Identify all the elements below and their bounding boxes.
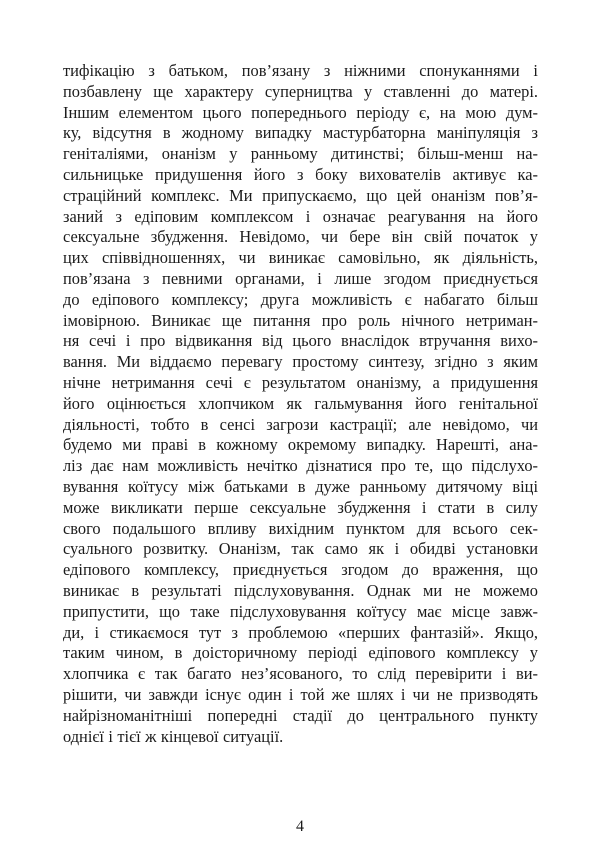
text-line: найрізноманітніші попередні стадії до центрального пункту <box>63 705 538 725</box>
text-line: діяльності, тобто в сенсі загрози кастрації; але невідомо, чи <box>63 414 538 434</box>
text-line: нічне нетримання сечі є результатом онанізму, а придушення <box>63 372 538 392</box>
text-line: може викликати перше сексуальне збудження і стати в силу <box>63 497 538 517</box>
text-line: сильницьке придушення його з боку вихователів активує ка- <box>63 164 538 184</box>
text-line: будемо ми праві в кожному окремому випадку. Нарешті, ана- <box>63 435 538 455</box>
text-line: ди, і стикаємося тут з проблемою «перших фантазій». Якщо, <box>63 622 538 642</box>
text-line: вування коїтусу між батьками в дуже ранньому дитячому віці <box>63 476 538 496</box>
text-line: рішити, чи завжди існує один і той же шлях і чи не призводять <box>63 684 538 704</box>
text-line: вання. Ми віддаємо перевагу простому синтезу, згідно з яким <box>63 352 538 372</box>
text-line: геніталіями, онанізм у ранньому дитинстві; більш-менш на- <box>63 144 538 164</box>
text-line: однієї і тієї ж кінцевої ситуації. <box>63 726 284 746</box>
text-line: ліз дає нам можливість нечітко дізнатися про те, що підслухо- <box>63 456 538 476</box>
text-line: сексуальне збудження. Невідомо, чи бере він свій початок у <box>63 227 538 247</box>
text-line: Іншим елементом цього попереднього періоду є, на мою дум- <box>63 102 538 122</box>
text-line: до едіпового комплексу; друга можливість є набагато більш <box>63 289 538 309</box>
text-line: ку, відсутня в жодному випадку мастурбаторна маніпуляція з <box>63 123 538 143</box>
text-line: виникає в результаті підслуховування. Однак ми не можемо <box>63 580 538 600</box>
body-text <box>63 61 538 747</box>
text-line: тифікацію з батьком, пов’язану з ніжними спонуканнями і <box>63 61 538 80</box>
text-line: припустити, що таке підслуховування коїтусу має місце завж- <box>63 601 538 621</box>
text-line: хлопчика є так багато нез’ясованого, то слід перевірити і ви- <box>63 664 538 684</box>
text-line: позбавлену ще характеру суперництва у ставленні до матері. <box>63 81 538 101</box>
text-line: страційний комплекс. Ми припускаємо, що цей онанізм пов’я- <box>63 185 538 205</box>
text-line: заний з едіповим комплексом і означає реагування на його <box>63 206 538 226</box>
text-line: імовірною. Виникає ще питання про роль нічного нетриман- <box>63 310 538 330</box>
text-line: пов’язана з певними органами, і лише згодом приєднується <box>63 268 538 288</box>
text-line: свого подальшого впливу вихідним пунктом для всього сек- <box>63 518 538 538</box>
text-line: його оцінюється хлопчиком як гальмування його генітальної <box>63 393 538 413</box>
text-line: суального розвитку. Онанізм, так само як і обидві установки <box>63 539 538 559</box>
page-number: 4 <box>296 818 304 835</box>
text-line: ня сечі і про відвикання від цього внаслідок втручання вихо- <box>63 331 538 351</box>
text-line: цих співвідношеннях, чи виникає самовільно, як діяльність, <box>63 248 538 268</box>
text-line: едіпового комплексу, приєднується згодом до враження, що <box>63 560 538 580</box>
text-line: таким чином, в доісторичному періоді едіпового комплексу у <box>63 643 538 663</box>
